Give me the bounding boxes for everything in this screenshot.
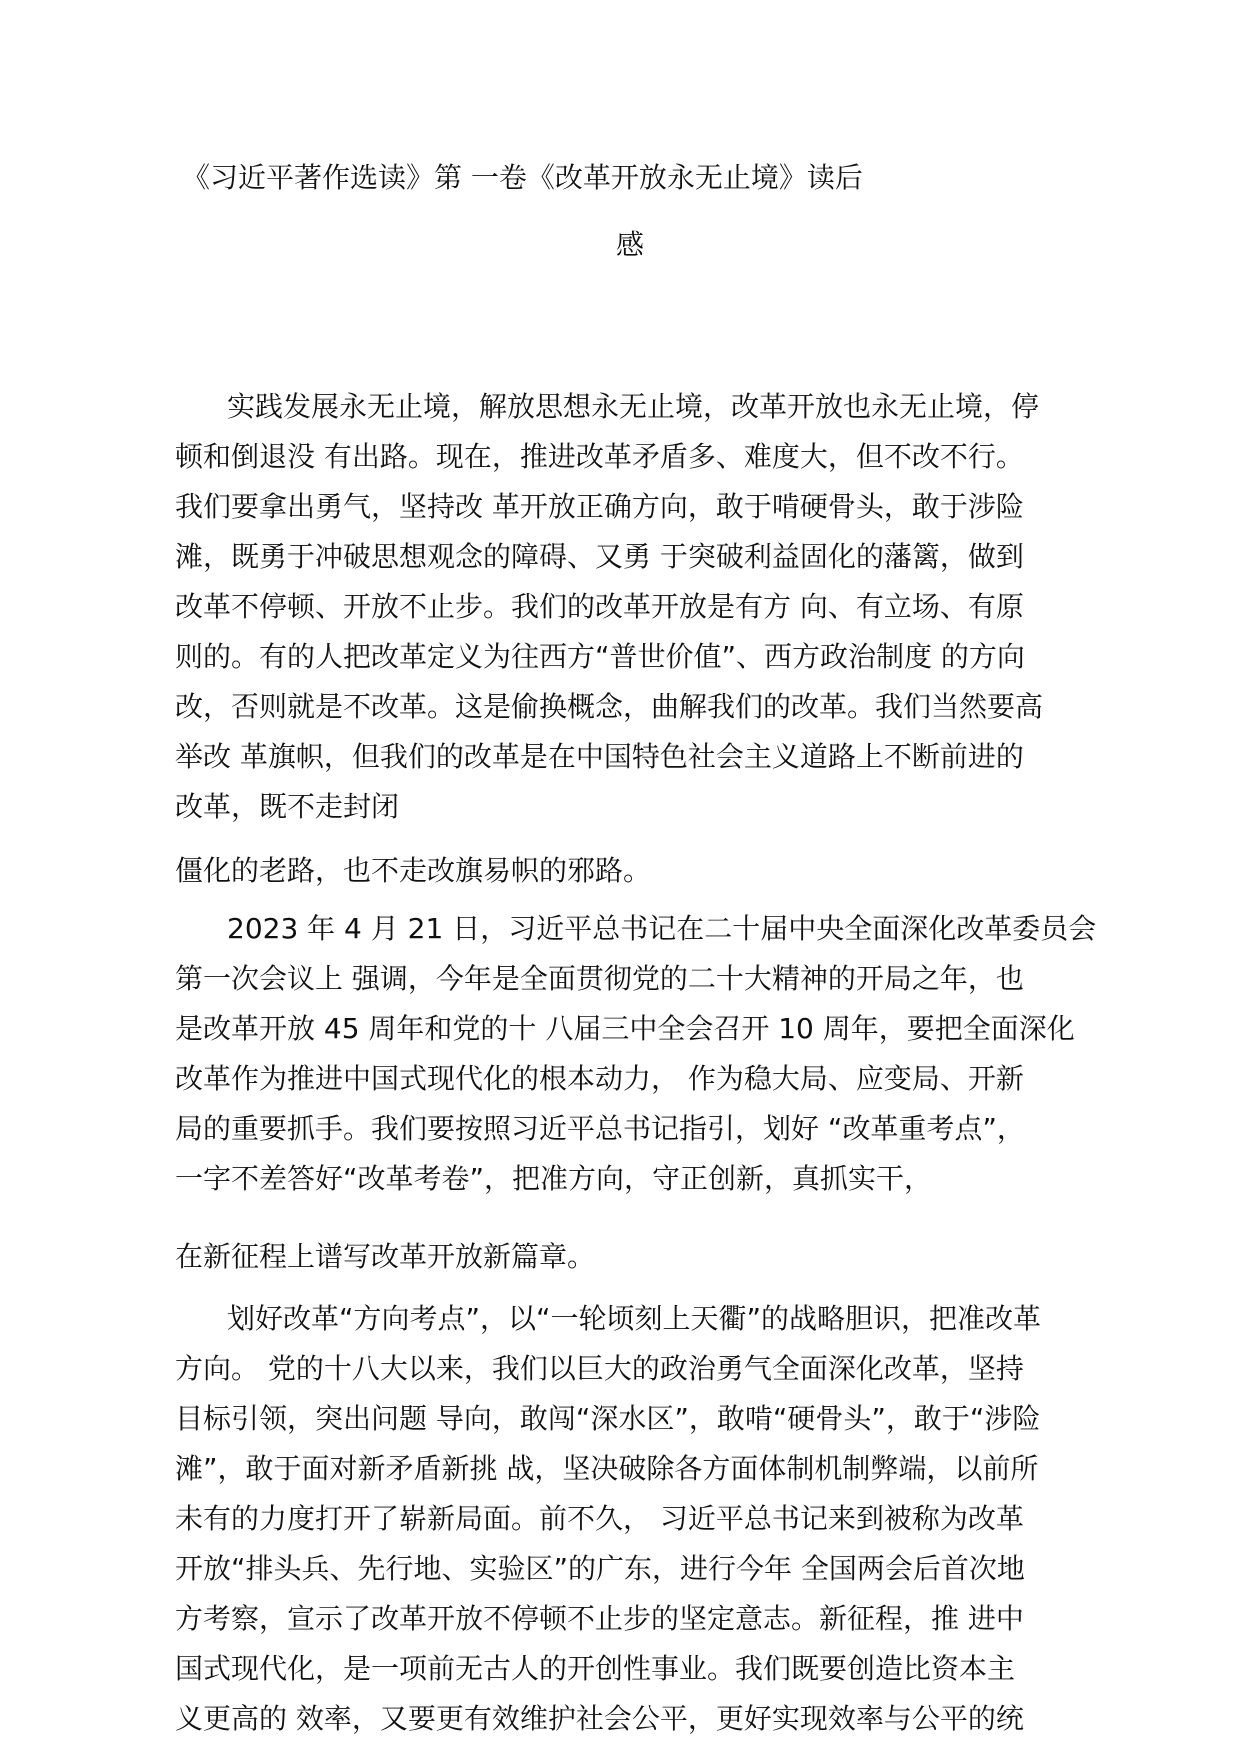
paragraph-line: 我们要拿出勇气，坚持改 革开放正确方向，敢于啃硬骨头，敢于涉险 bbox=[175, 490, 1024, 523]
paragraph-line: 顿和倒退没 有出路。现在，推进改革矛盾多、难度大，但不改不行。 bbox=[175, 440, 1024, 473]
paragraph-line: 是改革开放 45 周年和党的十 八届三中全会召开 10 周年，要把全面深化 bbox=[175, 1012, 1075, 1045]
paragraph-2 bbox=[175, 904, 1095, 1204]
paragraph-line: 2023 年 4 月 21 日，习近平总书记在二十届中央全面深化改革委员会 bbox=[227, 912, 1097, 945]
paragraph-line: 滩，既勇于冲破思想观念的障碍、又勇 于突破利益固化的藩篱，做到 bbox=[175, 540, 1024, 573]
paragraph-line: 目标引领，突出问题 导向，敢闯“深水区”，敢啃“硬骨头”，敢于“涉险 bbox=[175, 1402, 1041, 1435]
paragraph-2-tail bbox=[175, 1232, 1095, 1282]
paragraph-line: 国式现代化，是一项前无古人的开创性事业。我们既要创造比资本主 bbox=[175, 1652, 1016, 1685]
paragraph-line: 改革不停顿、开放不止步。我们的改革开放是有方 向、有立场、有原 bbox=[175, 590, 1024, 623]
paragraph-line: 一字不差答好“改革考卷”，把准方向，守正创新，真抓实干， bbox=[175, 1162, 933, 1195]
paragraph-1-tail bbox=[175, 846, 1095, 896]
paragraph-line: 方考察，宣示了改革开放不停顿不止步的坚定意志。新征程，推 进中 bbox=[175, 1602, 1024, 1635]
paragraph-line: 在新征程上谱写改革开放新篇章。 bbox=[175, 1240, 596, 1273]
paragraph-line: 方向。 党的十八大以来，我们以巨大的政治勇气全面深化改革，坚持 bbox=[175, 1352, 1024, 1385]
paragraph-3 bbox=[175, 1294, 1095, 1744]
paragraph-line: 局的重要抓手。我们要按照习近平总书记指引，划好 “改革重考点”， bbox=[175, 1112, 1025, 1145]
paragraph-line: 未有的力度打开了崭新局面。前不久， 习近平总书记来到被称为改革 bbox=[175, 1502, 1024, 1535]
paragraph-line: 划好改革“方向考点”，以“一轮顷刻上天衢”的战略胆识，把准改革 bbox=[227, 1302, 1042, 1335]
paragraph-line: 第一次会议上 强调，今年是全面贯彻党的二十大精神的开局之年，也 bbox=[175, 962, 1024, 995]
document-title-line2: 感 bbox=[615, 228, 644, 261]
paragraph-line: 改革作为推进中国式现代化的根本动力， 作为稳大局、应变局、开新 bbox=[175, 1062, 1024, 1095]
paragraph-line: 滩”，敢于面对新矛盾新挑 战，坚决破除各方面体制机制弊端，以前所 bbox=[175, 1452, 1039, 1485]
paragraph-line: 则的。有的人把改革定义为往西方“普世价值”、西方政治制度 的方向 bbox=[175, 640, 1025, 673]
paragraph-1 bbox=[175, 382, 1095, 832]
paragraph-line: 改，否则就是不改革。这是偷换概念，曲解我们的改革。我们当然要高 bbox=[175, 690, 1044, 723]
paragraph-line: 僵化的老路，也不走改旗易帜的邪路。 bbox=[175, 854, 652, 887]
paragraph-line: 义更高的 效率，又要更有效维护社会公平，更好实现效率与公平的统 bbox=[175, 1702, 1024, 1735]
paragraph-line: 实践发展永无止境，解放思想永无止境，改革开放也永无止境，停 bbox=[227, 390, 1040, 423]
paragraph-line: 开放“排头兵、先行地、实验区”的广东，进行今年 全国两会后首次地 bbox=[175, 1552, 1025, 1585]
paragraph-line: 改革，既不走封闭 bbox=[175, 790, 400, 823]
paragraph-line: 举改 革旗帜，但我们的改革是在中国特色社会主义道路上不断前进的 bbox=[175, 740, 1024, 773]
document-title-line1: 《习近平著作选读》第 一卷《改革开放永无止境》读后 bbox=[182, 161, 863, 194]
